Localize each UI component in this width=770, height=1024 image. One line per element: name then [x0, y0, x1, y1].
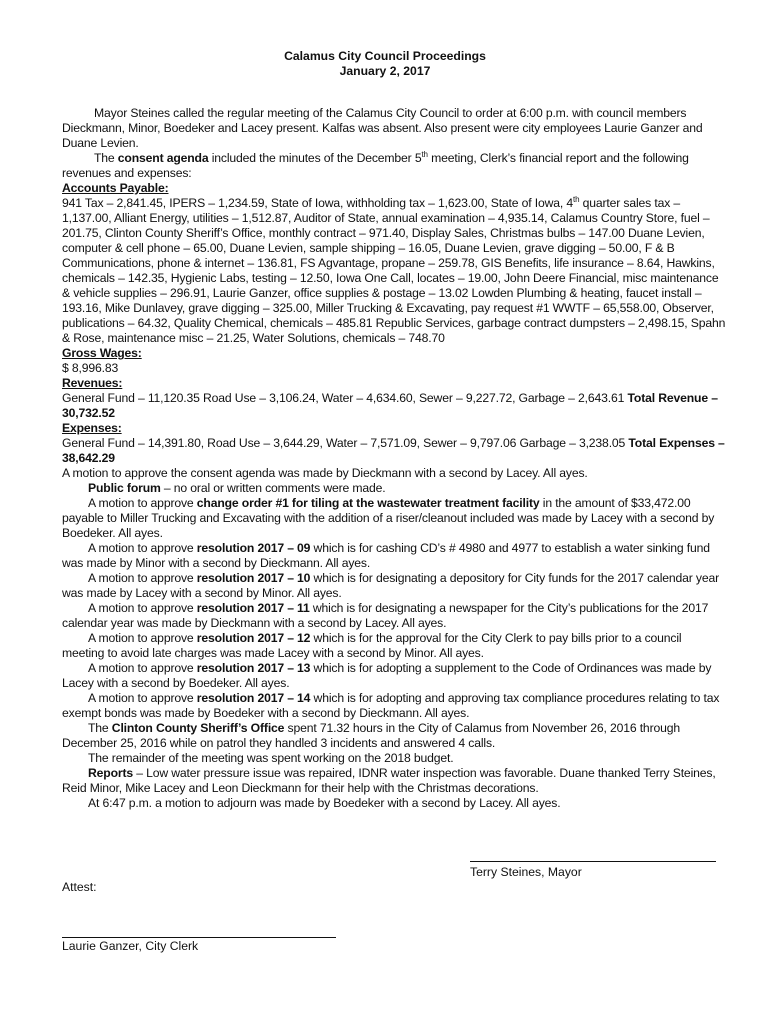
- resolution-12-paragraph: [62, 631, 726, 661]
- res13-tail: which is for adopting a supplement to the Code of Ordinances was made by Lacey with a second by Boedeker. All ayes.: [62, 661, 712, 690]
- consent-lead: The: [94, 151, 118, 165]
- res13-label: resolution 2017 – 13: [196, 661, 311, 675]
- res14-label: resolution 2017 – 14: [196, 691, 311, 705]
- res12-tail: which is for the approval for the City Clerk to pay bills prior to a council meeting to avoid late charges was made Lacey with a second by Minor. All ayes.: [62, 631, 682, 660]
- revenues-heading: Revenues:: [62, 376, 123, 390]
- ap-part2: quarter sales tax – 1,137.00, Alliant Energy, utilities – 1,512.87, Auditor of State, annual examination – 4,935.14, Calamus Country Store, fuel – 201.75, Clinton County Sheriff’s Office, monthly contract – 971.40, Display Sales, Christmas bulbs – 147.00 Duane Levien, computer & cell phone – 65.00, Duane Levien, sample shipping – 16.05, Duane Levien, grave digging – 50.00, F & B Communications, phone & internet – 136.81, FS Agvantage, propane – 259.78, GIS Benefits, life insurance – 8.64, Hawkins, chemicals – 142.35, Hygienic Labs, testing – 12.50, Iowa One Call, locates – 19.00, John Deere Financial, misc maintenance & vehicle supplies – 296.91, Laurie Ganzer, office supplies & postage – 13.02 Lowden Plumbing & heating, faucet install – 193.16, Mike Dunlavey, grave digging – 325.00, Miller Trucking & Excavating, pay request #1 WWTF – 65,558.00, Observer, publications – 64.32, Quality Chemical, chemicals – 485.81 Republic Services, garbage contract dumpsters – 2,498.15, Spahn & Rose, maintenance misc – 21.25, Water Solutions, chemicals – 748.70: [62, 196, 726, 345]
- clerk-signature-line: [62, 937, 336, 938]
- clerk-signature-name: Laurie Ganzer, City Clerk: [62, 939, 199, 953]
- resolution-09-paragraph: [62, 541, 726, 571]
- document-title: Calamus City Council Proceedings: [284, 49, 486, 63]
- gross-wages-heading: Gross Wages:: [62, 346, 142, 360]
- expenses-heading: Expenses:: [62, 421, 122, 435]
- res14-lead: A motion to approve: [88, 691, 197, 705]
- resolution-10-paragraph: [62, 571, 726, 601]
- consent-motion: A motion to approve the consent agenda was made by Dieckmann with a second by Lacey. All ayes.: [62, 466, 588, 480]
- consent-sup: th: [421, 149, 428, 159]
- expenses-text: General Fund – 14,391.80, Road Use – 3,644.29, Water – 7,571.09, Sewer – 9,797.06 Garbage – 3,238.05: [62, 436, 629, 450]
- document-body: [62, 106, 726, 811]
- res12-label: resolution 2017 – 12: [196, 631, 311, 645]
- adjourn-paragraph: At 6:47 p.m. a motion to adjourn was made by Boedeker with a second by Lacey. All ayes.: [88, 796, 561, 810]
- expenses-line: [62, 436, 726, 466]
- consent-paragraph: [62, 151, 726, 181]
- budget-paragraph: The remainder of the meeting was spent working on the 2018 budget.: [88, 751, 454, 765]
- resolution-11-paragraph: [62, 601, 726, 631]
- res09-tail: which is for cashing CD’s # 4980 and 4977 to establish a water sinking fund was made by Minor with a second by Dieckmann. All ayes.: [62, 541, 710, 570]
- public-forum-text: – no oral or written comments were made.: [160, 481, 386, 495]
- resolution-14-paragraph: [62, 691, 726, 721]
- res11-lead: A motion to approve: [88, 601, 197, 615]
- change-order-paragraph: [62, 496, 726, 541]
- consent-tail: meeting, Clerk’s financial report and the following revenues and expenses:: [62, 151, 689, 180]
- revenues-total: Total Revenue – 30,732.52: [62, 391, 718, 420]
- res11-tail: which is for designating a newspaper for the City’s publications for the 2017 calendar year was made by Dieckmann with a second by Lacey. All ayes.: [62, 601, 709, 630]
- sheriff-tail: spent 71.32 hours in the City of Calamus from November 26, 2016 through December 25, 2016 while on patrol they handled 3 incidents and answered 4 calls.: [62, 721, 680, 750]
- sheriff-label: Clinton County Sheriff’s Office: [111, 721, 285, 735]
- public-forum-label: Public forum: [88, 481, 161, 495]
- res09-lead: A motion to approve: [88, 541, 197, 555]
- res14-tail: which is for adopting and approving tax compliance procedures relating to tax exempt bonds was made by Boedeker with a second by Dieckmann. All ayes.: [62, 691, 720, 720]
- res10-tail: which is for designating a depository for City funds for the 2017 calendar year was made by Lacey with a second by Minor. All ayes.: [62, 571, 720, 600]
- change-order-tail: in the amount of $33,472.00 payable to Miller Trucking and Excavating with the addition of a riser/cleanout included was made by Lacey with a second by Boedeker. All ayes.: [62, 496, 715, 540]
- intro-paragraph: Mayor Steines called the regular meeting of the Calamus City Council to order at 6:00 p.m. with council members Dieckmann, Minor, Boedeker and Lacey present. Kalfas was absent. Also present were city employees Laurie Ganzer and Duane Levien.: [62, 106, 703, 150]
- ap-sup: th: [573, 194, 580, 204]
- res09-label: resolution 2017 – 09: [196, 541, 311, 555]
- attest-label: Attest:: [62, 880, 97, 894]
- sheriff-paragraph: [62, 721, 726, 751]
- public-forum-paragraph: [62, 481, 726, 496]
- consent-mid: included the minutes of the December 5: [208, 151, 422, 165]
- res10-lead: A motion to approve: [88, 571, 197, 585]
- accounts-payable-list: [62, 196, 726, 346]
- ap-part1: 941 Tax – 2,841.45, IPERS – 1,234.59, State of Iowa, withholding tax – 1,623.00, State of Iowa, 4: [62, 196, 573, 210]
- document-date: January 2, 2017: [339, 64, 431, 78]
- sheriff-lead: The: [88, 721, 112, 735]
- res12-lead: A motion to approve: [88, 631, 197, 645]
- revenues-line: [62, 391, 726, 421]
- reports-label: Reports: [88, 766, 133, 780]
- expenses-total: Total Expenses – 38,642.29: [62, 436, 725, 465]
- res10-label: resolution 2017 – 10: [196, 571, 311, 585]
- reports-tail: – Low water pressure issue was repaired, IDNR water inspection was favorable. Duane thanked Terry Steines, Reid Minor, Mike Lacey and Leon Dieckmann for their help with the Christmas decorations.: [62, 766, 716, 795]
- reports-paragraph: [62, 766, 726, 796]
- change-order-lead: A motion to approve: [88, 496, 197, 510]
- consent-agenda-label: consent agenda: [117, 151, 209, 165]
- accounts-payable-heading: Accounts Payable:: [62, 181, 169, 195]
- resolution-13-paragraph: [62, 661, 726, 691]
- revenues-text: General Fund – 11,120.35 Road Use – 3,106.24, Water – 4,634.60, Sewer – 9,227.72, Garbage – 2,643.61: [62, 391, 628, 405]
- res11-label: resolution 2017 – 11: [196, 601, 310, 615]
- change-order-label: change order #1 for tiling at the wastewater treatment facility: [196, 496, 540, 510]
- gross-wages-value: $ 8,996.83: [62, 361, 119, 375]
- res13-lead: A motion to approve: [88, 661, 197, 675]
- mayor-signature-line: [470, 861, 716, 862]
- mayor-signature-name: Terry Steines, Mayor: [470, 865, 582, 879]
